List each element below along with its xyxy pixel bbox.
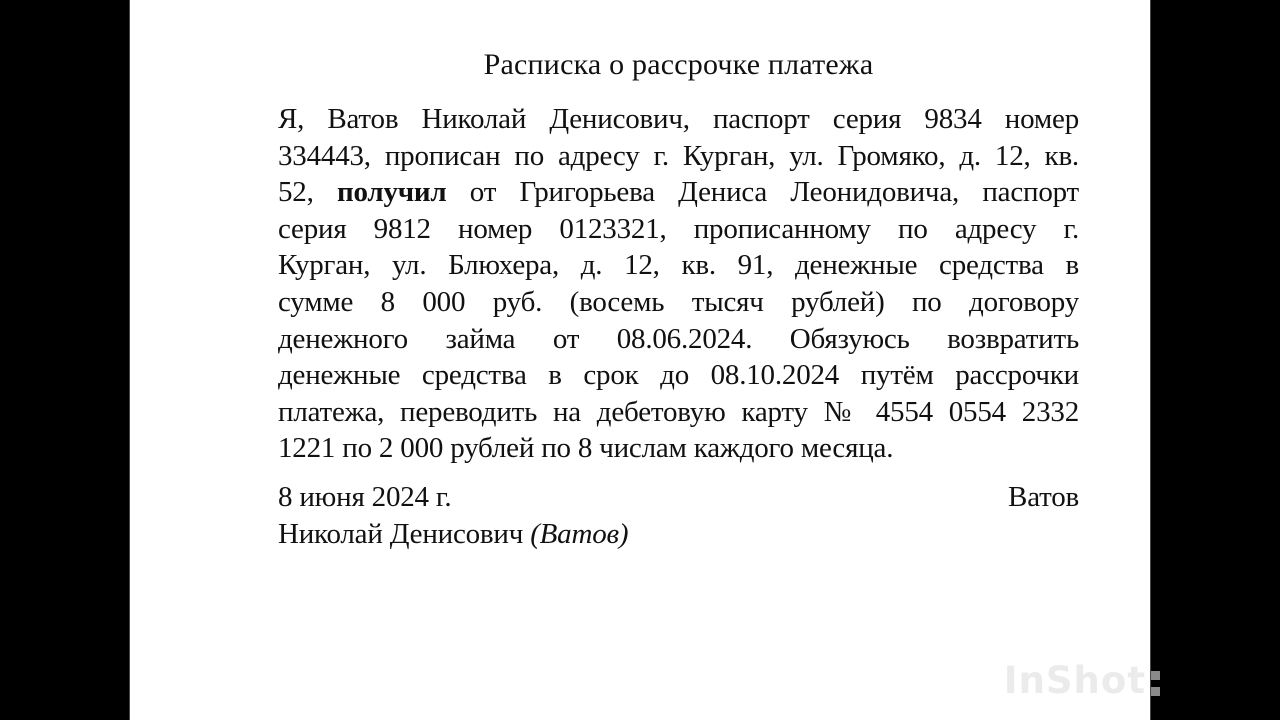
watermark-icon-fragment [1151,671,1160,680]
signature-block [278,479,1079,553]
inshot-watermark: InShot [1003,659,1146,702]
document-line: денежные средства в срок до 08.10.2024 путём рассрочки [278,359,1079,392]
signature-name-row [278,516,1079,553]
document-line: денежного займа от 08.06.2024. Обязуюсь возвратить [278,322,1079,355]
signature-name-italic: (Ватов) [530,517,629,550]
document-line: 52, получил от Григорьева Дениса Леонидовича, паспорт [278,176,1079,209]
signature-date-row [278,479,1079,516]
document-content [130,0,1150,553]
signature-surname: Ватов [1008,480,1079,513]
document-line: 1221 по 2 000 рублей по 8 числам каждого месяца. [278,432,894,465]
document-body [278,101,1079,467]
signature-name: Николай Денисович [278,517,531,550]
document-line: Курган, ул. Блюхера, д. 12, кв. 91, денежные средства в [278,249,1079,282]
document-line: 334443, прописан по адресу г. Курган, ул. Громяко, д. 12, кв. [278,139,1079,172]
document-title: Расписка о рассрочке платежа [483,48,874,81]
signature-date: 8 июня 2024 г. [278,480,452,513]
document-page [129,0,1151,720]
document-line: серия 9812 номер 0123321, прописанному по адресу г. [278,212,1079,245]
watermark-icon-fragment [1151,687,1160,696]
document-line: платежа, переводить на дебетовую карту № 4554 0554 2332 [278,395,1079,428]
document-line: Я, Ватов Николай Денисович, паспорт серия 9834 номер [278,103,1079,135]
document-line: сумме 8 000 руб. (восемь тысяч рублей) по договору [278,285,1079,318]
